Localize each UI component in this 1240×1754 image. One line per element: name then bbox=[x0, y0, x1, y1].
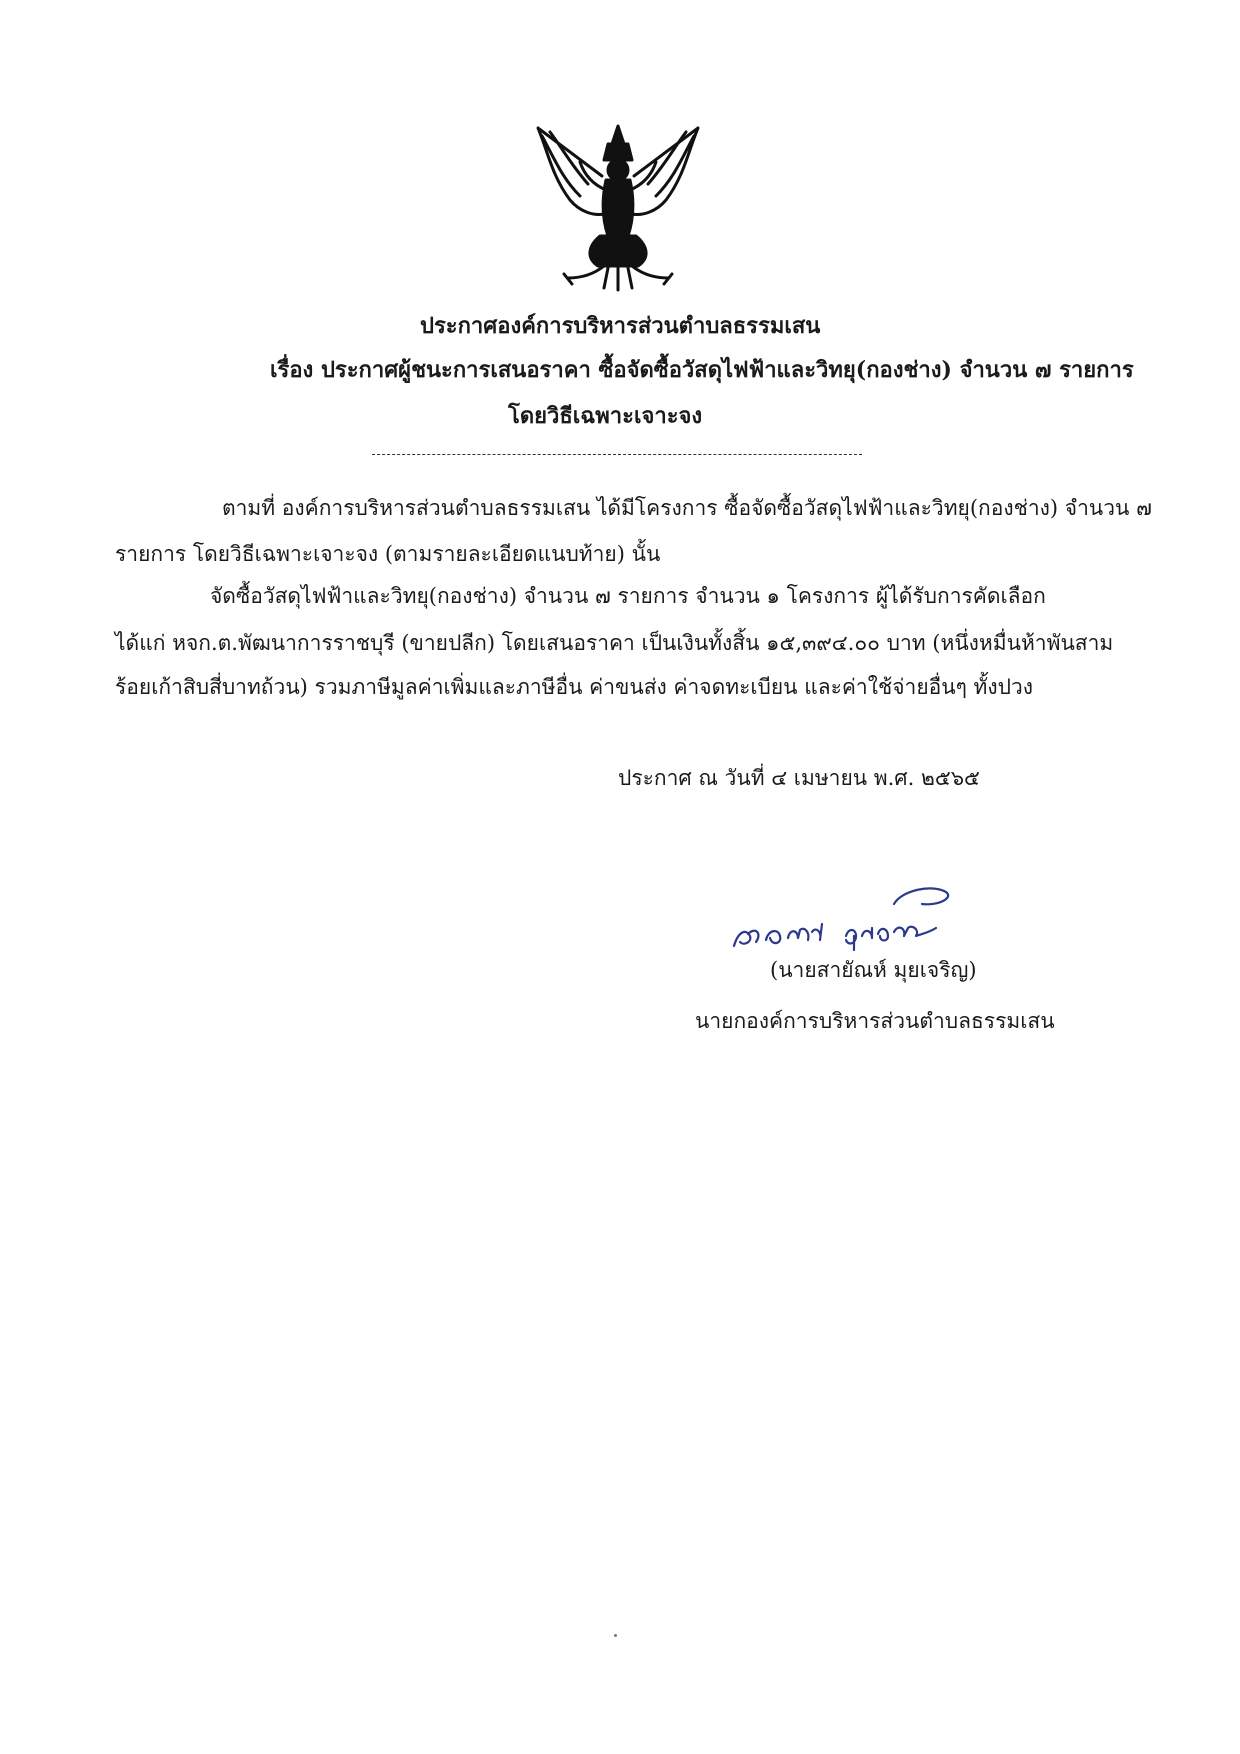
procurement-method: โดยวิธีเฉพาะเจาะจง bbox=[508, 403, 703, 429]
body-paragraph-2-line-3: ร้อยเก้าสิบสี่บาทถ้วน) รวมภาษีมูลค่าเพิ่มและภาษีอื่น ค่าขนส่ง ค่าจดทะเบียน และค่าใช้จ่ายอื่นๆ ทั้งปวง bbox=[115, 675, 1034, 699]
garuda-emblem-icon bbox=[528, 118, 708, 293]
body-paragraph-1-line-2: รายการ โดยวิธีเฉพาะเจาะจง (ตามรายละเอียดแนบท้าย) นั้น bbox=[115, 542, 661, 566]
body-paragraph-2-line-2: ได้แก่ หจก.ต.พัฒนาการราชบุรี (ขายปลีก) โดยเสนอราคา เป็นเงินทั้งสิ้น ๑๕,๓๙๔.๐๐ บาท (หนึ่งหมื่นห้าพันสาม bbox=[115, 631, 1114, 655]
title-divider bbox=[372, 454, 862, 455]
body-paragraph-1-line-1: ตามที่ องค์การบริหารส่วนตำบลธรรมเสน ได้มีโครงการ ซื้อจัดซื้อวัสดุไฟฟ้าและวิทยุ(กองช่าง) จำนวน ๗ bbox=[222, 496, 1152, 520]
handwritten-signature bbox=[726, 876, 962, 956]
body-paragraph-2-line-1: จัดซื้อวัสดุไฟฟ้าและวิทยุ(กองช่าง) จำนวน ๗ รายการ จำนวน ๑ โครงการ ผู้ได้รับการคัดเลือก bbox=[210, 584, 1046, 608]
scan-speck bbox=[614, 1634, 617, 1637]
announcement-title: ประกาศองค์การบริหารส่วนตำบลธรรมเสน bbox=[420, 313, 821, 339]
signatory-position: นายกองค์การบริหารส่วนตำบลธรรมเสน bbox=[695, 1009, 1055, 1033]
signatory-name: (นายสายัณห์ มุยเจริญ) bbox=[770, 958, 977, 982]
announcement-subject: เรื่อง ประกาศผู้ชนะการเสนอราคา ซื้อจัดซื้อวัสดุไฟฟ้าและวิทยุ(กองช่าง) จำนวน ๗ รายการ bbox=[270, 357, 1134, 383]
announcement-date: ประกาศ ณ วันที่ ๔ เมษายน พ.ศ. ๒๕๖๕ bbox=[618, 766, 980, 790]
